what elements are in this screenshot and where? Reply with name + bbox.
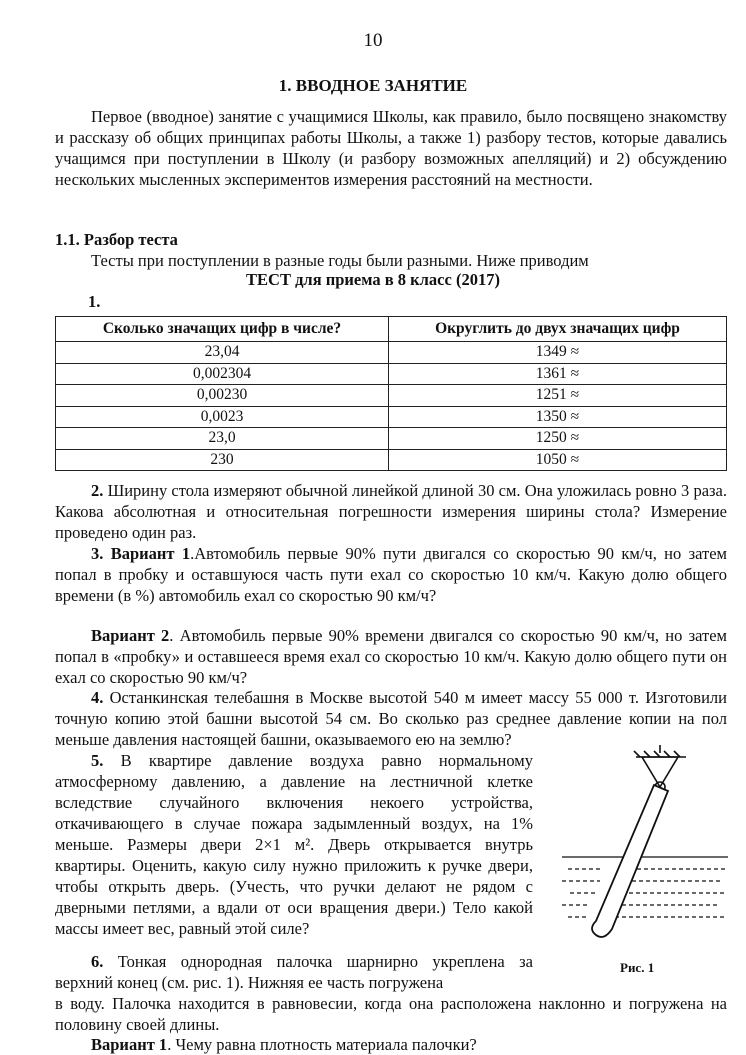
- figure-rod-diagram: [560, 745, 730, 955]
- question-3-variant-2: [55, 625, 727, 688]
- table-cell: 1349 ≈: [389, 342, 727, 364]
- question-5-text: В квартире давление воздуха равно нормальному атмосферному давлению, а давление на лестничной клетке вследствие случайного включения некоего устройства, откачивающего в случае пожара задымленный воздух, на 1% меньше. Размеры двери 2×1 м². Дверь открывается внутрь квартиры. Оценить, какую силу нужно приложить к ручке двери, чтобы открыть дверь. (Учесть, что ручки делают не рядом с дверными петлями, а вдали от оси вращения двери.) Тело какой массы имеет вес, равный этой силе?: [55, 751, 533, 938]
- table-cell: 0,00230: [56, 385, 389, 407]
- table-cell: 1050 ≈: [389, 449, 727, 471]
- table-cell: 23,04: [56, 342, 389, 364]
- question-6-text: Тонкая однородная палочка шарнирно укреплена за верхний конец (см. рис. 1). Нижняя ее часть погружена: [55, 952, 533, 992]
- question-4-text: Останкинская телебашня в Москве высотой 540 м имеет массу 55 000 т. Изготовили точную копию этой башни высотой 54 см. Во сколько раз среднее давление копии на пол меньше давления настоящей башни, оказываемого ею на землю?: [55, 688, 727, 749]
- section-intro: Тесты при поступлении в разные годы были разными. Ниже приводим: [91, 251, 589, 270]
- table-cell: 1250 ≈: [389, 428, 727, 450]
- question-5-number: 5.: [91, 751, 104, 770]
- question-6-number: 6.: [91, 952, 104, 971]
- table-row: [56, 428, 727, 450]
- question-6-variant-label: Вариант 1: [91, 1035, 168, 1054]
- question-4-number: 4.: [91, 688, 104, 707]
- rod: [592, 785, 668, 937]
- figure-caption: Рис. 1: [620, 960, 655, 975]
- question-2: [55, 480, 727, 543]
- question-3-label: 3. Вариант 1: [91, 544, 191, 563]
- question-3-variant-1: [55, 543, 727, 606]
- question-1-label: 1.: [88, 292, 101, 311]
- table-cell: 23,0: [56, 428, 389, 450]
- table-row: [56, 342, 727, 364]
- table-row: [56, 363, 727, 385]
- question-2-number: 2.: [91, 481, 104, 500]
- table-row: [56, 406, 727, 428]
- table-cell: 0,0023: [56, 406, 389, 428]
- significant-figures-table: [55, 316, 727, 471]
- page-number: 10: [363, 30, 383, 51]
- question-5: [55, 750, 533, 939]
- question-3-variant-1-text: .Автомобиль первые 90% пути двигался со скоростью 90 км/ч, но затем попал в пробку и оставшуюся часть пути ехал со скоростью 10 км/ч. Какую долю общего времени (в %) автомобиль ехал со скоростью 90 км/ч?: [55, 544, 727, 605]
- question-3-variant-2-text: . Автомобиль первые 90% времени двигался со скоростью 90 км/ч, но затем попал в «пробку» и оставшееся время ехал со скоростью 10 км/ч. Какую долю общего пути он ехал со скоростью 90 км/ч?: [55, 626, 727, 687]
- table-cell: 1251 ≈: [389, 385, 727, 407]
- intro-paragraph: Первое (вводное) занятие с учащимися Школы, как правило, было посвящено знакомству и рассказу об общих принципах работы Школы, а также 1) разбору тестов, которые давались учащимся при поступлении в Школу (и разбору возможных апелляций) и 2) обсуждению нескольких мысленных экспериментов измерения расстояний на местности.: [55, 107, 727, 189]
- table-cell: 1350 ≈: [389, 406, 727, 428]
- question-6-rest: в воду. Палочка находится в равновесии, когда она расположена наклонно и погружена на половину своей длины.: [55, 994, 727, 1034]
- table-row: [56, 449, 727, 471]
- table-header-cell: Сколько значащих цифр в числе?: [56, 317, 389, 342]
- question-4: [55, 687, 727, 750]
- table-cell: 0,002304: [56, 363, 389, 385]
- question-6-first: [55, 951, 533, 993]
- hinge-mount: [634, 745, 686, 792]
- question-3-variant-2-label: Вариант 2: [91, 626, 170, 645]
- question-6-variant-text: . Чему равна плотность материала палочки?: [167, 1035, 477, 1054]
- test-title: ТЕСТ для приема в 8 класс (2017): [246, 270, 500, 289]
- water-surface: [562, 857, 728, 917]
- table-header-cell: Округлить до двух значащих цифр: [389, 317, 727, 342]
- table-row: [56, 385, 727, 407]
- table-cell: 1361 ≈: [389, 363, 727, 385]
- question-2-text: Ширину стола измеряют обычной линейкой длиной 30 см. Она уложилась ровно 3 раза. Какова абсолютная и относительная погрешности измерения ширины стола? Измерение проведено один раз.: [55, 481, 727, 542]
- section-title: 1.1. Разбор теста: [55, 230, 178, 249]
- table-cell: 230: [56, 449, 389, 471]
- chapter-title: 1. ВВОДНОЕ ЗАНЯТИЕ: [278, 76, 468, 95]
- table-header-row: [56, 317, 727, 342]
